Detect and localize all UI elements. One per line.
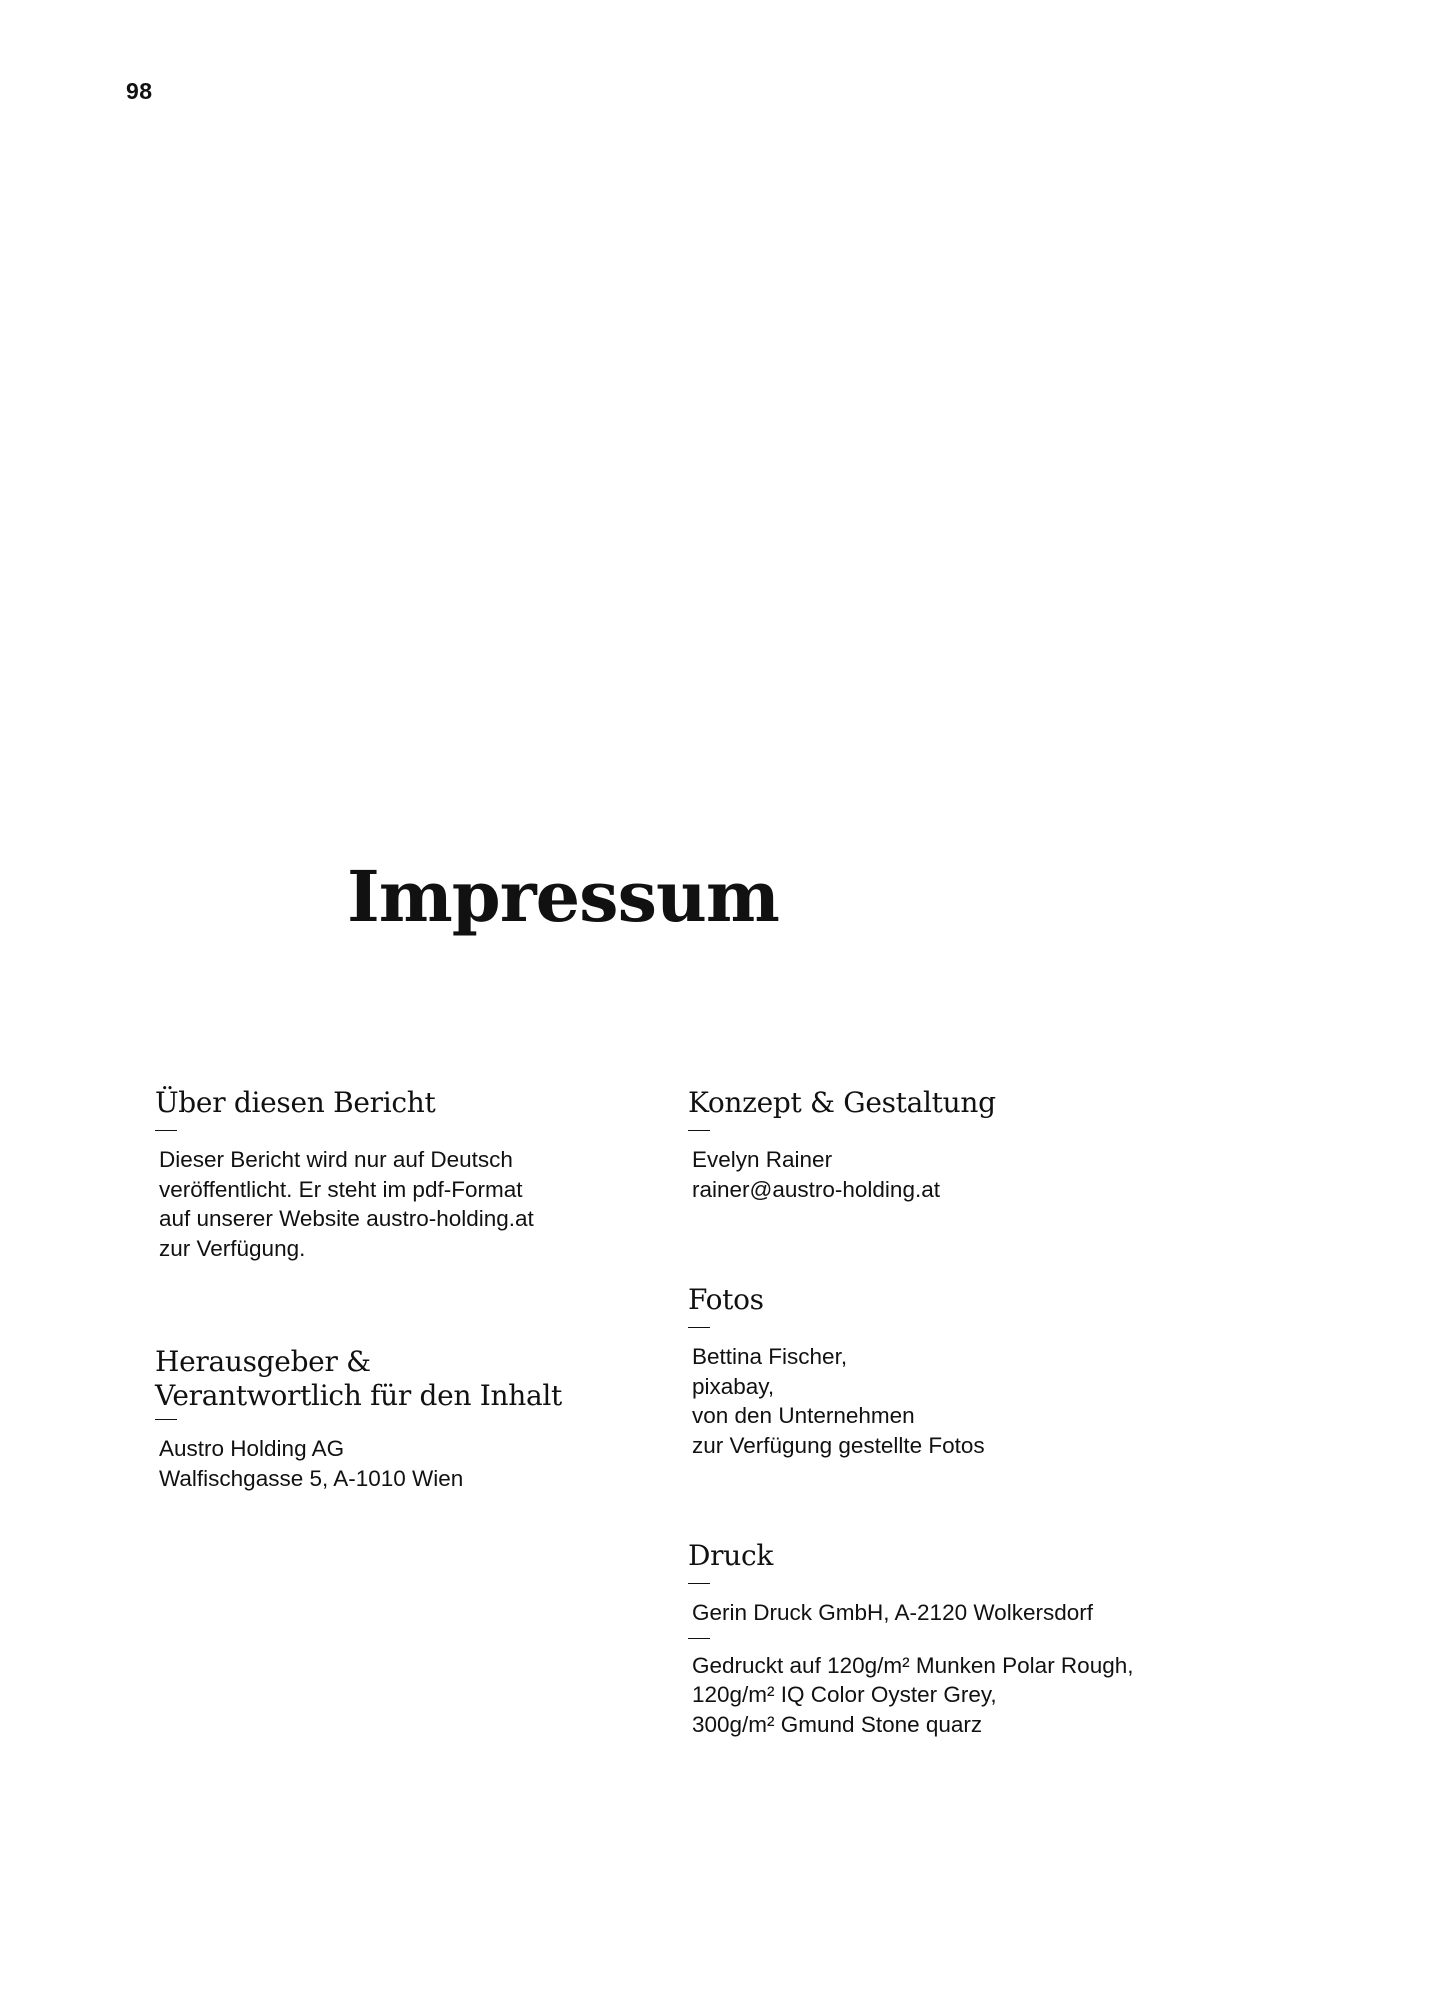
- section-body: [155, 1145, 534, 1263]
- page-number: 98: [126, 78, 153, 104]
- section-body: [688, 1145, 996, 1204]
- text-line: veröffentlicht. Er steht im pdf-Format: [159, 1176, 523, 1202]
- section-divider: [155, 1130, 177, 1131]
- section-concept: [688, 1086, 996, 1204]
- section-about: [155, 1086, 534, 1263]
- text-line: zur Verfügung.: [159, 1235, 306, 1261]
- section-print: [688, 1539, 1134, 1739]
- text-line: Dieser Bericht wird nur auf Deutsch: [159, 1147, 513, 1172]
- text-line: auf unserer Website austro-holding.at: [159, 1206, 534, 1231]
- paper-info: [688, 1651, 1134, 1740]
- page-title: Impressum: [347, 855, 779, 938]
- section-body: [155, 1434, 562, 1493]
- text-line: von den Unternehmen: [692, 1403, 915, 1428]
- section-heading: Druck: [688, 1539, 774, 1572]
- section-divider: [155, 1419, 177, 1420]
- section-heading: Über diesen Bericht: [155, 1086, 436, 1119]
- section-body: [688, 1598, 1134, 1628]
- section-photos: [688, 1283, 985, 1460]
- section-divider: [688, 1583, 710, 1584]
- section-publisher: [155, 1345, 562, 1493]
- text-line: 120g/m² IQ Color Oyster Grey,: [692, 1682, 997, 1707]
- section-heading: [155, 1345, 562, 1413]
- section-divider: [688, 1638, 710, 1639]
- section-body: [688, 1342, 985, 1460]
- section-divider: [688, 1130, 710, 1131]
- section-heading: Fotos: [688, 1283, 764, 1316]
- text-line: Gedruckt auf 120g/m² Munken Polar Rough,: [692, 1652, 1134, 1678]
- text-line: Austro Holding AG: [159, 1436, 345, 1461]
- printer-line: Gerin Druck GmbH, A-2120 Wolkersdorf: [692, 1600, 1093, 1625]
- heading-line: Herausgeber &: [155, 1345, 371, 1378]
- text-line: Bettina Fischer,: [692, 1344, 848, 1369]
- text-line: Evelyn Rainer: [692, 1147, 833, 1172]
- text-line: rainer@austro-holding.at: [692, 1176, 940, 1202]
- text-line: zur Verfügung gestellte Fotos: [692, 1432, 985, 1458]
- heading-line: Verantwortlich für den Inhalt: [155, 1379, 563, 1412]
- text-line: 300g/m² Gmund Stone quarz: [692, 1711, 983, 1737]
- text-line: pixabay,: [692, 1373, 775, 1399]
- text-line: Walfischgasse 5, A-1010 Wien: [159, 1465, 464, 1491]
- section-heading: Konzept & Gestaltung: [688, 1086, 996, 1119]
- section-divider: [688, 1327, 710, 1328]
